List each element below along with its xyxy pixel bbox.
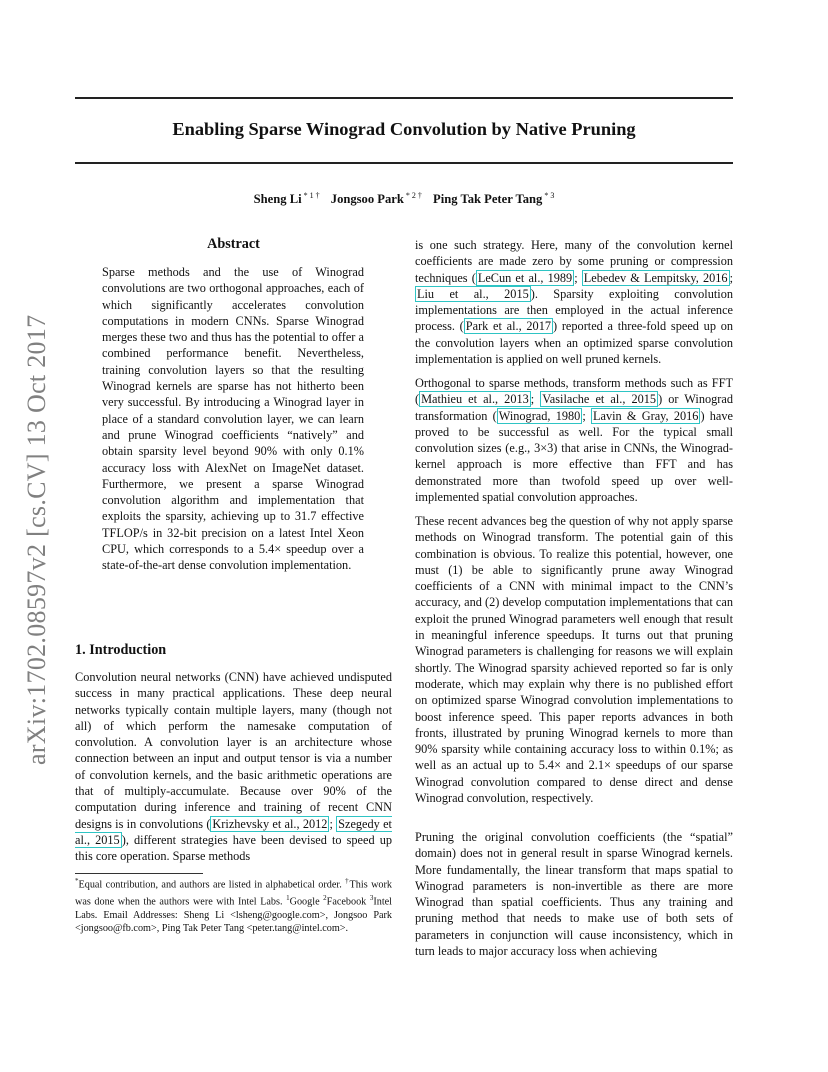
body-paragraph: These recent advances beg the question of why not apply sparse methods on Winograd transform. The potential gain of this combination is obvious. To realize this potential, however, one must (1) be able to significantly prune away Winograd coefficients of a CNN with minimal impact to the CNN’s accuracy, and (2) develop computation implementations that can exploit the pruned Winograd parameters well enough that result in meaningful inference speedups. It turns out that pruning Winograd parameters is challenging for reasons we will explain shortly. The Winograd sparsity achieved reported so far is only moderate, which may explain why there is no published effort on optimized sparse Winograd convolution implementations to boost inference speed. This paper reports advances in both fronts, illustrated by pruning Winograd kernels to more than 90% sparsity while containing accuracy loss to within 0.1%; as well as an actual up to 5.4× and 2.1× speedups of our sparse Winograd convolution compared to dense direct and dense Winograd convolution, respectively. <box>415 514 733 806</box>
citation-link[interactable]: LeCun et al., 1989 <box>477 270 573 285</box>
text-run: ; <box>729 270 733 285</box>
body-paragraph <box>415 237 733 367</box>
author-2 <box>331 191 422 207</box>
text-run: ; <box>574 270 582 285</box>
footnote-text: Facebook <box>326 896 367 908</box>
author-name: Ping Tak Peter Tang <box>433 192 543 206</box>
footnote-mark: 1 <box>286 893 290 902</box>
text-run: Orthogonal to sparse methods, transform methods such as FFT ( <box>415 376 733 407</box>
footnote-text: This work was done when the authors were with Intel Labs. <box>75 879 393 908</box>
footnote-mark: † <box>345 877 350 885</box>
citation-link[interactable]: Krizhevsky et al., 2012 <box>212 816 328 831</box>
text-run: ). Sparsity exploiting convolution implementations are then employed in the actual inference process. ( <box>415 286 734 334</box>
author-1 <box>254 191 320 207</box>
footnote-rule <box>75 873 203 874</box>
author-name: Sheng Li <box>253 192 302 206</box>
citation-link[interactable]: Lavin & Gray, 2016 <box>593 408 699 423</box>
citation-link[interactable]: Liu et al., 2015 <box>417 286 529 301</box>
title-top-rule <box>75 97 733 99</box>
paper-title: Enabling Sparse Winograd Convolution by Native Pruning <box>172 119 636 139</box>
section-heading-introduction: 1. Introduction <box>75 642 167 658</box>
author-list <box>75 191 733 207</box>
footnote-text: Equal contribution, and authors are listed in alphabetical order. <box>78 879 342 891</box>
footnote-mark: 2 <box>323 893 327 902</box>
citation-link[interactable]: Park et al., 2017 <box>465 319 552 334</box>
text-run: ) have proved to be successful as well. For the typical small convolution sizes (e.g., 3×3) that arise in CNNs, the Winograd-kernel approach is more effective than FFT and has demonstrated more than twofold speed up over well-implemented spatial convolution approaches. <box>415 408 733 505</box>
footnote-mark: 3 <box>369 893 374 902</box>
author-3 <box>433 191 554 207</box>
text-run: Convolution neural networks (CNN) have achieved undisputed success in many practical applications. These deep neural networks typically contain multiple layers, many (though not all) of which perform the namesake computation of convolution. A convolution layer is an architecture whose connection between an input and output tensor is via a number of convolution kernels, and the basic arithmetic operations are that of multiply-accumulate. Because over 90% of the computation during inference and training of recent CNN designs is in convolutions ( <box>75 670 392 831</box>
abstract-body: Sparse methods and the use of Winograd convolutions are two orthogonal approaches, each of which significantly accelerates convolution computations in modern CNNs. Sparse Winograd merges these two and thus has the potential to offer a combined performance benefit. Nevertheless, training convolution layers so that the resulting Winograd kernels are sparse has not hitherto been very successful. By introducing a Winograd layer in place of a standard convolution layer, we can learn and prune Winograd coefficients “natively” and obtain sparsity level beyond 90% with only 0.1% accuracy loss with AlexNet on ImageNet dataset. Furthermore, we present a sparse Winograd convolution algorithm and implementation that exploits the sparsity, achieving up to 31.7 effective TFLOP/s in 32-bit precision on a latest Intel Xeon CPU, which corresponds to a 5.4× speedup over a state-of-the-art dense convolution implementation. <box>102 265 364 573</box>
title-bottom-rule <box>75 162 733 164</box>
footnote <box>75 875 392 935</box>
text-run: ; <box>530 392 541 407</box>
body-paragraph <box>415 375 733 505</box>
text-run: ) reported a three-fold speed up on the convolution layers when an optimized sparse convolution implementation is applied on well pruned kernels. <box>415 319 733 367</box>
arxiv-identifier-stamp: arXiv:1702.08597v2 [cs.CV] 13 Oct 2017 <box>22 314 51 765</box>
author-name: Jongsoo Park <box>330 192 404 206</box>
citation-link[interactable]: Mathieu et al., 2013 <box>421 392 529 407</box>
text-run: ; <box>582 408 591 423</box>
footnote-text: Intel Labs. Email Addresses: Sheng Li <lsheng@google.com>, Jongsoo Park <jongsoo@fb.com>, Ping Tak Peter Tang <peter.tang@intel.com>. <box>75 896 393 934</box>
text-run: ) or Winograd transformation ( <box>415 392 733 423</box>
citation-link[interactable]: Vasilache et al., 2015 <box>542 392 657 407</box>
author-marks: * 1 † <box>303 191 320 200</box>
text-run: ; <box>329 816 337 831</box>
author-marks: * 3 <box>544 191 555 200</box>
author-marks: * 2 † <box>405 191 422 200</box>
footnote-text: Google <box>289 896 320 908</box>
citation-link[interactable]: Szegedy et al., 2015 <box>75 816 392 847</box>
citation-link[interactable]: Lebedev & Lempitsky, 2016 <box>583 270 728 285</box>
text-run: is one such strategy. Here, many of the convolution kernel coefficients are made zero by some pruning or compression techniques ( <box>415 238 733 285</box>
abstract-heading: Abstract <box>207 236 260 252</box>
text-run: ), different strategies have been devised to speed up this core operation. Sparse methods <box>75 832 392 864</box>
citation-link[interactable]: Winograd, 1980 <box>498 408 581 423</box>
introduction-paragraph <box>75 669 392 865</box>
footnote-mark: * <box>75 877 79 885</box>
body-paragraph: Pruning the original convolution coefficients (the “spatial” domain) does not in general result in sparse Winograd kernels. More fundamentally, the linear transform that maps spatial to Winograd parameters is non-invertible as there are more Winograd than spatial coefficients. Thus any training and pruning method that needs to make use of both sets of parameters in conjunction will cause inconsistency, which in turn leads to major accuracy loss when achieving <box>415 830 733 959</box>
